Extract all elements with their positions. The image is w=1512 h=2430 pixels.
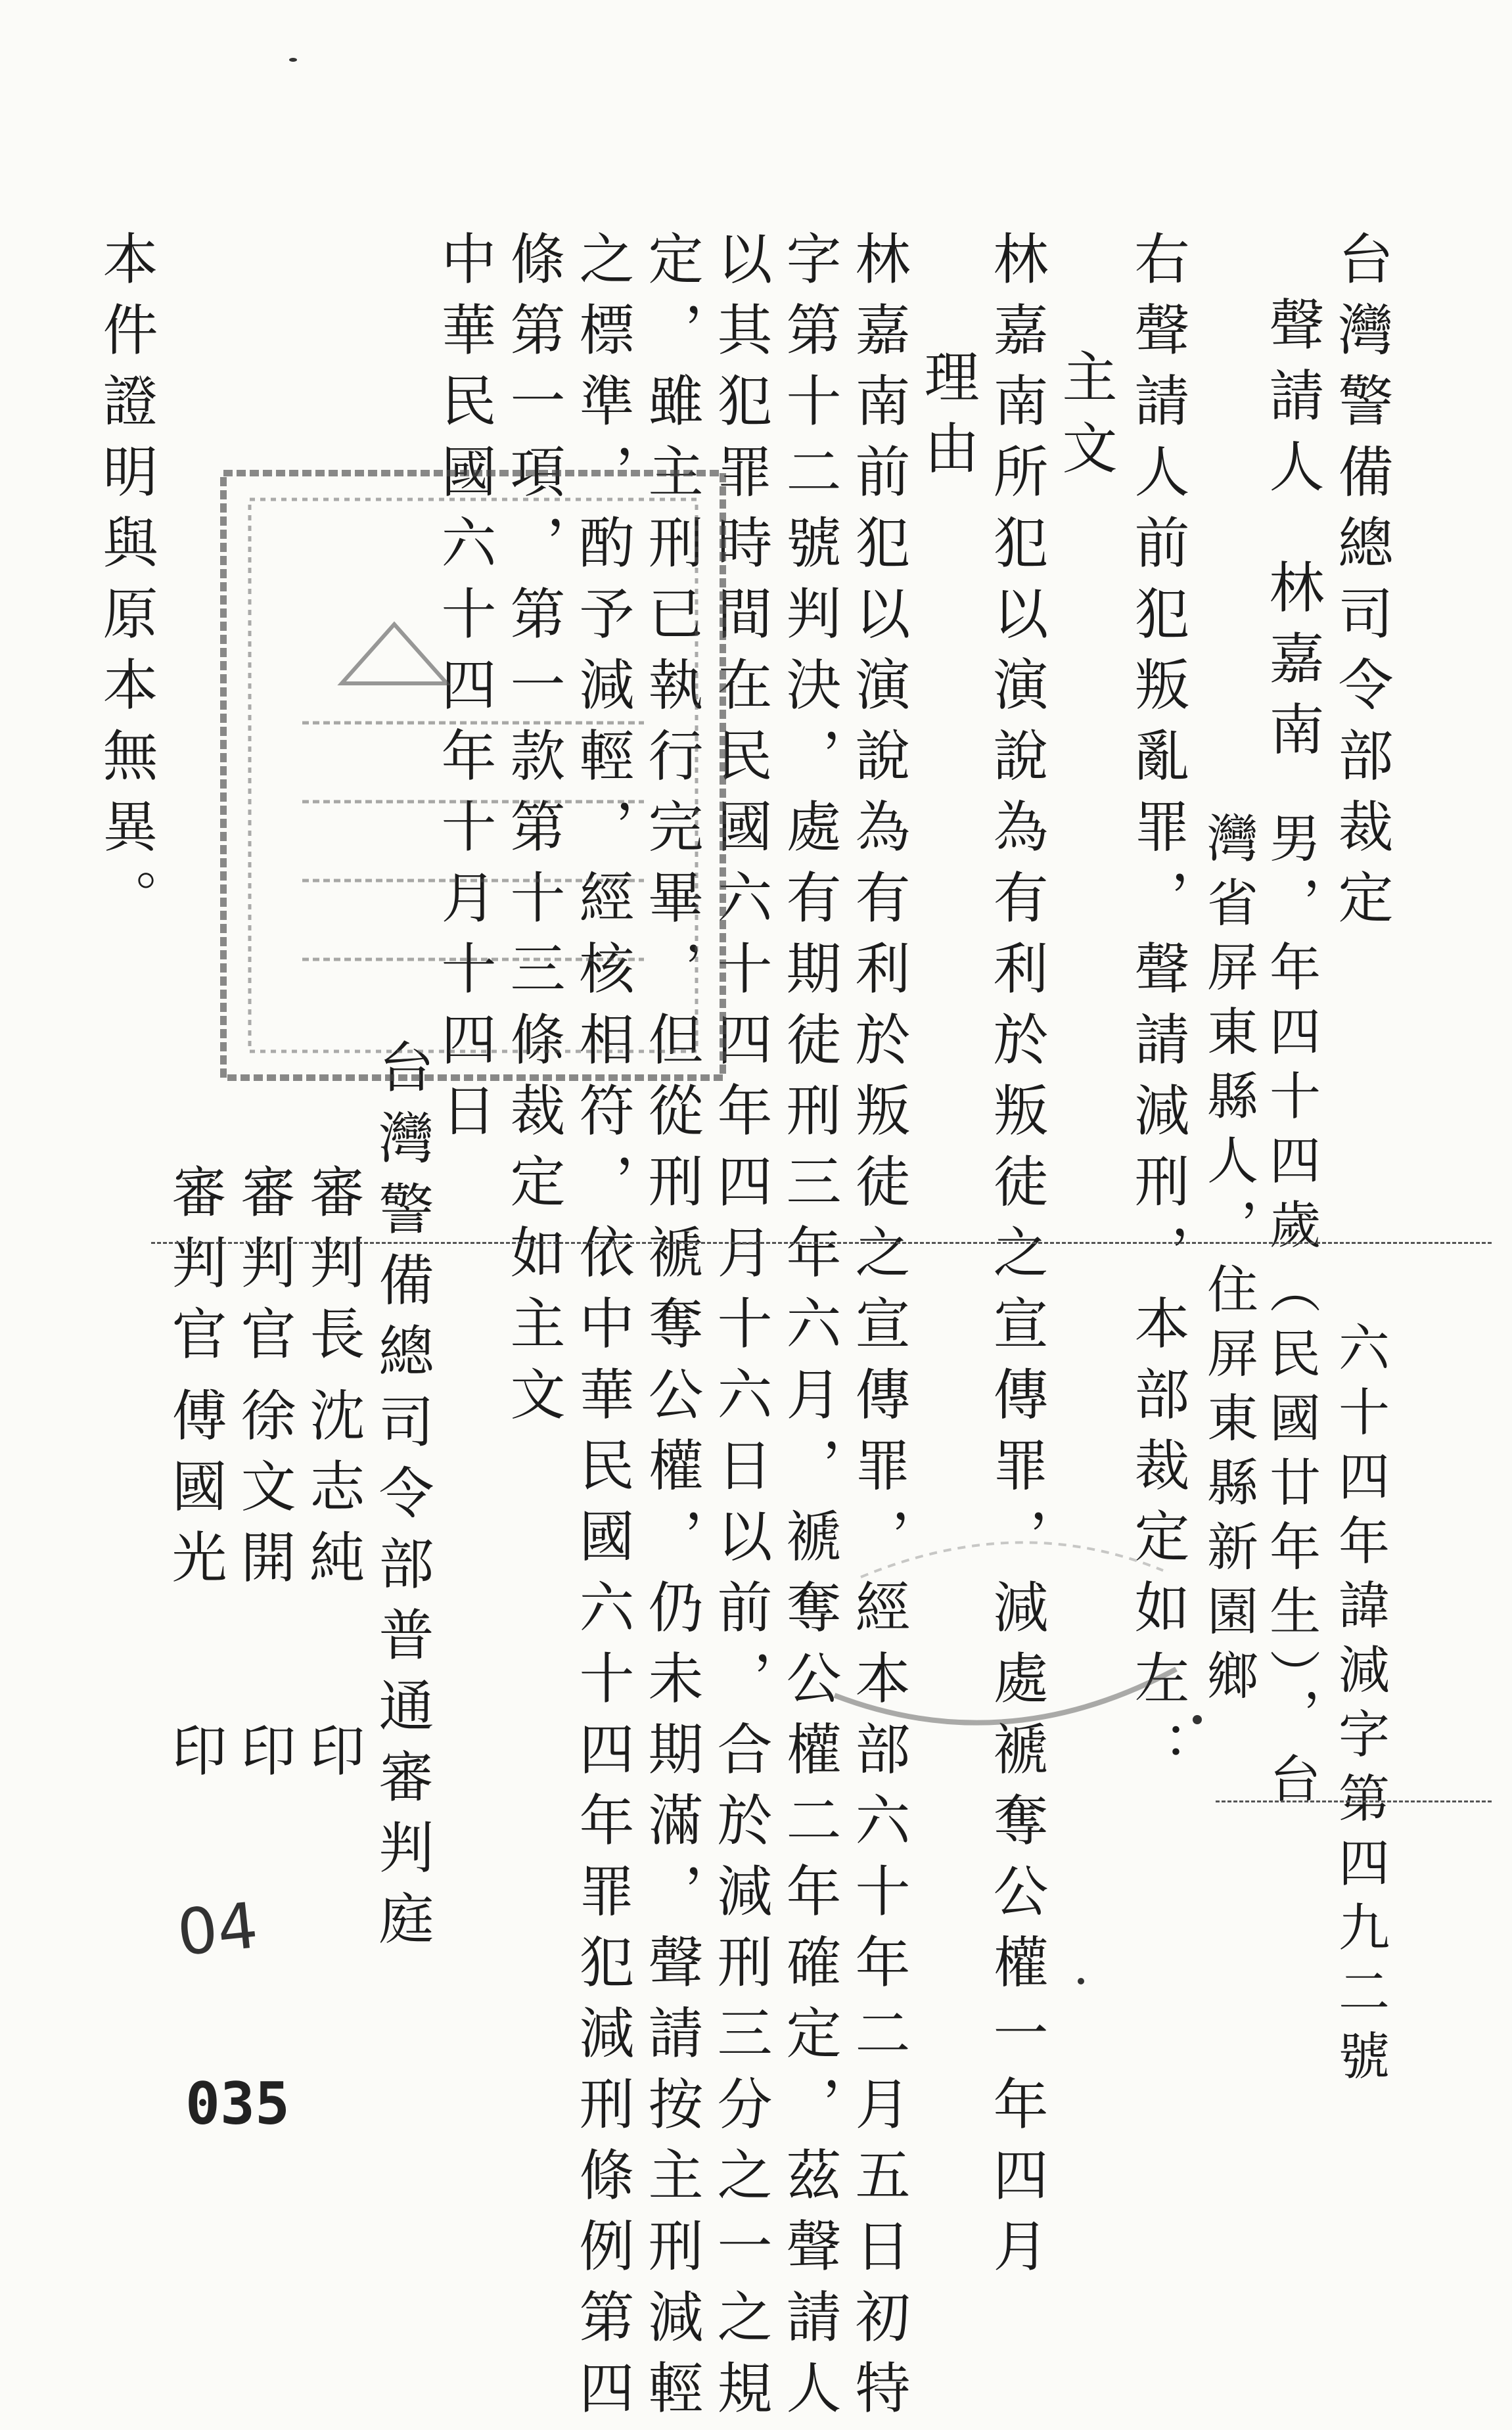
judge-1-name: 沈志純: [301, 1387, 365, 1599]
judge-2-seal: 印: [232, 1722, 296, 1793]
scan-speck: [1078, 1978, 1084, 1984]
judge-2-name: 徐文開: [232, 1387, 296, 1599]
scan-speck: [289, 58, 297, 62]
judge-2-title: 審判官: [232, 1163, 296, 1376]
judge-1-title: 審判長: [301, 1163, 365, 1376]
judge-3-seal: 印: [163, 1722, 227, 1793]
official-seal-stamp: [210, 460, 736, 1091]
petitioner-label: 聲請人: [1260, 296, 1325, 509]
page-number: 035: [185, 2070, 290, 2138]
scan-dash-line: [151, 1242, 1492, 1244]
document-title: 台灣警備總司令部裁定: [1329, 230, 1394, 940]
judge-3-name: 傅國光: [163, 1387, 227, 1599]
petitioner-name: 林嘉南: [1260, 559, 1325, 771]
reason-line-5: 之標準，酌予減輕，經核相符，依中華民國六十四年罪犯減刑條例第四: [570, 230, 635, 2430]
handwritten-page-mark: 04: [173, 1888, 262, 1971]
main-heading: 主文: [1053, 348, 1118, 490]
scan-dash-line: [1216, 1800, 1492, 1802]
round-stamp-mark: [821, 1498, 1189, 1748]
court-name: 台灣警備總司令部普通審判庭: [370, 1038, 434, 1961]
certification-note: 本件證明與原本無異。: [94, 230, 158, 940]
judge-3-title: 審判官: [163, 1163, 227, 1376]
main-text: 林嘉南所犯以演說為有利於叛徒之宣傳罪，減處褫奪公權一年四月: [984, 230, 1049, 2288]
intro-line: 右聲請人前犯叛亂罪，聲請減刑，本部裁定如左：: [1126, 230, 1190, 1791]
reason-line-1: 林嘉南前犯以演說為有利於叛徒之宣傳罪，經本部六十年二月五日初特: [846, 230, 911, 2430]
reason-line-3: 以其犯罪時間在民國六十四年四月十六日以前，合於減刑三分之一之規: [708, 230, 773, 2430]
case-number: 六十四年諱減字第四九二號: [1330, 1321, 1389, 2094]
reason-line-6: 條第一項，第一款第十三條裁定如主文: [501, 230, 566, 1436]
reason-heading: 理由: [915, 348, 980, 490]
reason-line-4: 定，雖主刑已執行完畢，但從刑褫奪公權，仍未期滿，聲請按主刑減輕: [639, 230, 704, 2430]
scan-speck: [1193, 1715, 1202, 1724]
reason-line-2: 字第十二號判決，處有期徒刑三年六月，褫奪公權二年確定，茲聲請人: [777, 230, 842, 2430]
petitioner-info-1: 男，年四十四歲（民國廿年生），台: [1261, 812, 1320, 1816]
document-date: 中華民國六十四年十月十四日: [432, 230, 497, 1153]
judge-1-seal: 印: [301, 1722, 365, 1793]
petitioner-info-2: 灣省屏東縣人，住屏東縣新園鄉: [1199, 812, 1258, 1713]
